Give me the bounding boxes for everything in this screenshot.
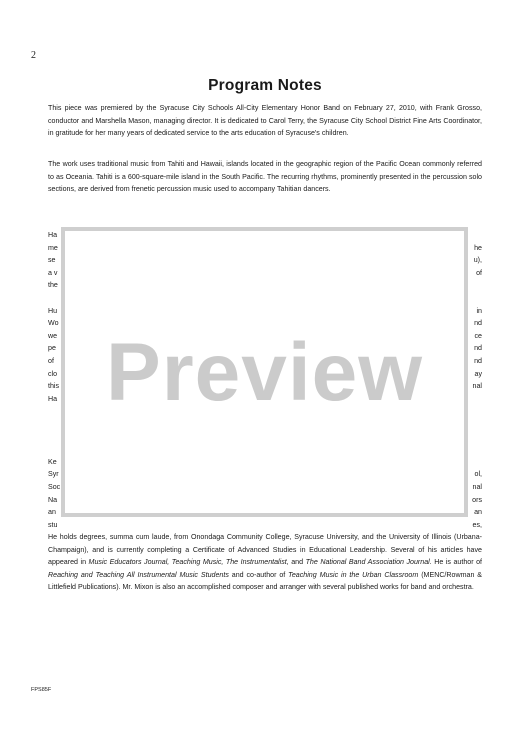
- partial-text-left-fragment: we: [48, 331, 58, 340]
- bio-publication-2: The National Band Association Journal.: [305, 558, 432, 567]
- bio-publication-3: Reaching and Teaching All Instrumental Music Students: [48, 570, 229, 579]
- partial-text-right-fragment: ors: [472, 495, 482, 504]
- partial-text-right-fragment: nd: [474, 344, 482, 353]
- partial-text-right-fragment: in: [476, 306, 482, 315]
- footer-code: FPS85F: [31, 687, 52, 693]
- bio-text-1: He holds degrees, summa cum laude, from Onondaga Community College, Syracuse University, and the University of Illinois (Urbana-Champaign), and is currently completing a Certificate of Advanced Studies in Educational Leadership. Several of his articles have appeared in: [48, 533, 482, 567]
- partial-text-right-fragment: ce: [474, 331, 482, 340]
- partial-text-left-fragment: Ha: [48, 394, 58, 403]
- partial-text-right-fragment: he: [474, 243, 482, 252]
- preview-overlay: [61, 227, 468, 517]
- paragraph-premiere: This piece was premiered by the Syracuse City Schools All-City Elementary Honor Band on February 27, 2010, with Frank Grosso, conductor and Marshella Mason, managing director. It is dedicated to Carol Terry, the Syracuse City School District Fine Arts Coordinator, in gratitude for her many years of dedicated service to the arts education of Syracuse's children.: [48, 104, 482, 138]
- bio-text-2: and: [288, 558, 306, 567]
- partial-text-right-fragment: nal: [472, 483, 482, 491]
- partial-text-right-fragment: u),: [473, 256, 482, 265]
- partial-text-left-fragment: me: [48, 243, 58, 252]
- partial-text-right-fragment: es,: [472, 520, 482, 529]
- partial-text-left-fragment: a v: [48, 268, 58, 277]
- partial-text-right-fragment: nd: [474, 357, 482, 365]
- partial-text-left-fragment: an: [48, 508, 56, 517]
- partial-text-left-fragment: the: [48, 281, 58, 290]
- bio-text-3: He is author of: [431, 558, 483, 567]
- page-number: 2: [31, 50, 36, 61]
- partial-text-right-fragment: ay: [474, 369, 482, 378]
- preview-watermark: Preview: [106, 327, 423, 418]
- partial-text-right-fragment: of: [476, 268, 482, 277]
- partial-text-right-fragment: nd: [474, 319, 482, 328]
- partial-text-right-fragment: an: [474, 508, 482, 517]
- partial-text-left-fragment: Soc: [48, 483, 61, 491]
- partial-text-left-fragment: Wo: [48, 319, 59, 328]
- partial-text-left-fragment: Ke: [48, 457, 57, 466]
- partial-text-left-fragment: of: [48, 357, 54, 365]
- partial-text-left-fragment: pe: [48, 344, 56, 353]
- page-title: Program Notes: [208, 77, 322, 94]
- bio-publication-1: Music Educators Journal, Teaching Music, The Instrumentalist,: [88, 558, 289, 567]
- partial-text-left-fragment: Syr: [48, 470, 59, 479]
- paragraph-biography: [48, 531, 482, 594]
- bio-publication-4: Teaching Music in the Urban Classroom: [288, 570, 419, 579]
- partial-text-left-fragment: Na: [48, 495, 58, 504]
- bio-text-5: (MENC/Rowman & Littlefield Publications). Mr. Mixon is also an accomplished composer and arranger with several published works for band and orchestra.: [48, 570, 483, 592]
- partial-text-left-fragment: this: [48, 382, 60, 391]
- partial-text-left-fragment: se: [48, 256, 56, 265]
- bio-text-4: and co-author of: [228, 570, 289, 579]
- partial-text-left-fragment: Ha: [48, 231, 58, 239]
- partial-text-right-fragment: nal: [472, 382, 482, 391]
- partial-text-right-fragment: ol,: [474, 470, 482, 479]
- partial-text-left-fragment: stu: [48, 520, 58, 529]
- paragraph-traditional-music: The work uses traditional music from Tahiti and Hawaii, islands located in the geographic region of the Pacific Ocean commonly referred to as Oceania. Tahiti is a 600-square-mile island in the South Pacific. The recurring rhythms, prominently presented in the percussion solo sections, are derived from frenetic percussion music used to accompany Tahitian dancers.: [48, 160, 482, 194]
- partial-text-left-fragment: clo: [48, 369, 58, 378]
- partial-text-left-fragment: Hu: [48, 306, 58, 315]
